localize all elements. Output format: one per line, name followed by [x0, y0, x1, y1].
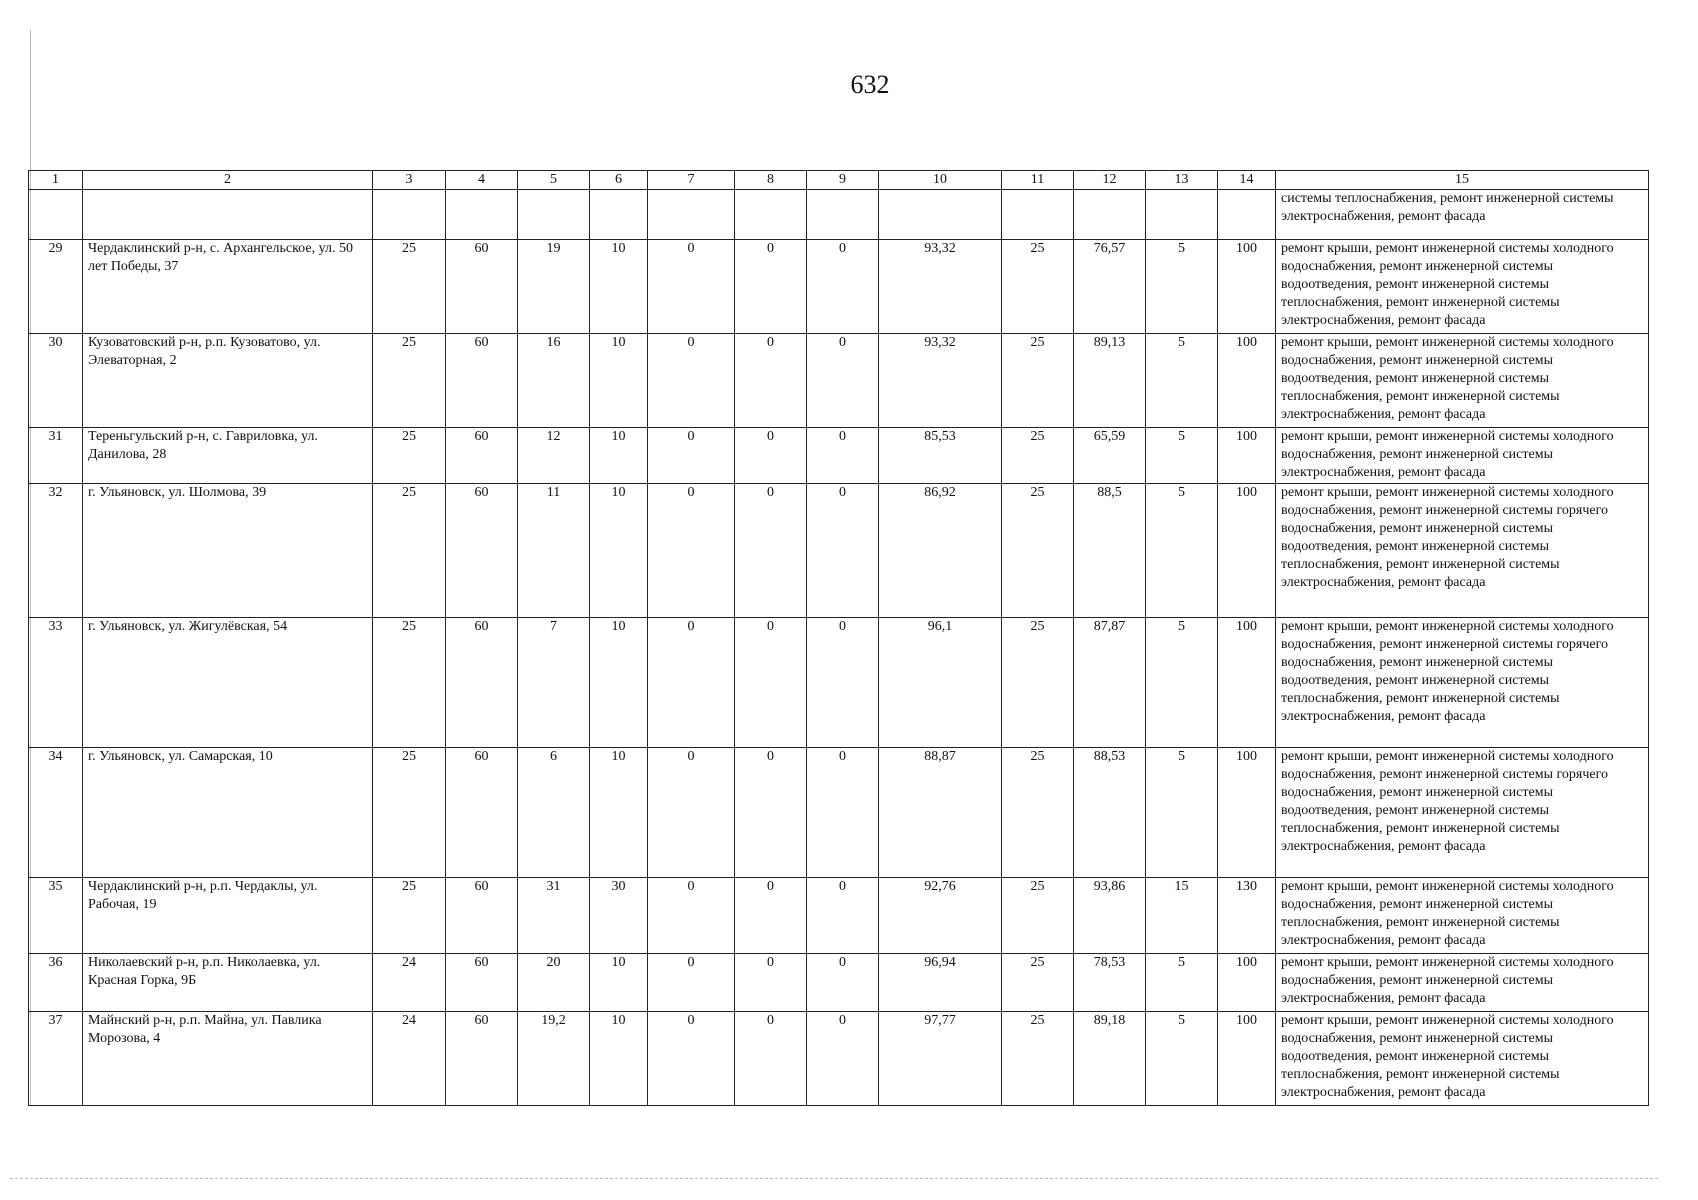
- value-cell: 10: [590, 428, 648, 484]
- column-header: 9: [807, 171, 879, 190]
- value-cell: 25: [373, 618, 446, 748]
- value-cell: 25: [373, 484, 446, 618]
- value-cell: 5: [1146, 334, 1218, 428]
- address-cell: г. Ульяновск, ул. Жигулёвская, 54: [83, 618, 373, 748]
- value-cell: 0: [735, 954, 807, 1012]
- value-cell: 5: [1146, 748, 1218, 878]
- value-cell: 96,94: [879, 954, 1002, 1012]
- value-cell: 0: [807, 428, 879, 484]
- value-cell: 5: [1146, 240, 1218, 334]
- works-cell: ремонт крыши, ремонт инженерной системы холодного водоснабжения, ремонт инженерной системы теплоснабжения, ремонт инженерной системы электроснабжения, ремонт фасада: [1276, 878, 1649, 954]
- address-cell: г. Ульяновск, ул. Шолмова, 39: [83, 484, 373, 618]
- works-cell: ремонт крыши, ремонт инженерной системы холодного водоснабжения, ремонт инженерной системы водоотведения, ремонт инженерной системы теплоснабжения, ремонт инженерной системы электроснабжения, ремонт фасада: [1276, 1012, 1649, 1106]
- column-header: 15: [1276, 171, 1649, 190]
- value-cell: 25: [1002, 878, 1074, 954]
- row-number: 33: [29, 618, 83, 748]
- value-cell: 25: [1002, 954, 1074, 1012]
- value-cell: 16: [518, 334, 590, 428]
- value-cell: 0: [807, 240, 879, 334]
- address-cell: Тереньгульский р-н, с. Гавриловка, ул. Данилова, 28: [83, 428, 373, 484]
- value-cell: 89,13: [1074, 334, 1146, 428]
- scan-artifact-line: [10, 1178, 1658, 1180]
- value-cell: 0: [735, 334, 807, 428]
- value-cell: 0: [648, 748, 735, 878]
- value-cell: 100: [1218, 618, 1276, 748]
- value-cell: 25: [1002, 484, 1074, 618]
- value-cell: 25: [373, 748, 446, 878]
- value-cell: 10: [590, 240, 648, 334]
- value-cell: 88,53: [1074, 748, 1146, 878]
- value-cell: 25: [373, 334, 446, 428]
- value-cell: 0: [807, 618, 879, 748]
- value-cell: 12: [518, 428, 590, 484]
- value-cell: 20: [518, 954, 590, 1012]
- value-cell: 100: [1218, 428, 1276, 484]
- value-cell: 0: [735, 240, 807, 334]
- value-cell: 5: [1146, 484, 1218, 618]
- value-cell: 0: [648, 484, 735, 618]
- value-cell: 88,87: [879, 748, 1002, 878]
- value-cell: 130: [1218, 878, 1276, 954]
- row-number: 32: [29, 484, 83, 618]
- value-cell: 0: [807, 484, 879, 618]
- continuation-row: [29, 190, 1649, 240]
- column-header: 2: [83, 171, 373, 190]
- row-number: 29: [29, 240, 83, 334]
- value-cell: 0: [648, 954, 735, 1012]
- value-cell: 5: [1146, 428, 1218, 484]
- table-row: [29, 428, 1649, 484]
- works-cell: ремонт крыши, ремонт инженерной системы холодного водоснабжения, ремонт инженерной системы горячего водоснабжения, ремонт инженерной системы водоотведения, ремонт инженерной системы теплоснабжения, ремонт инженерной системы электроснабжения, ремонт фасада: [1276, 484, 1649, 618]
- value-cell: 10: [590, 954, 648, 1012]
- value-cell: 60: [446, 240, 518, 334]
- value-cell: 24: [373, 954, 446, 1012]
- value-cell: 100: [1218, 240, 1276, 334]
- value-cell: 19,2: [518, 1012, 590, 1106]
- value-cell: 0: [807, 1012, 879, 1106]
- row-number: 37: [29, 1012, 83, 1106]
- value-cell: 0: [648, 240, 735, 334]
- value-cell: 60: [446, 878, 518, 954]
- table-row: [29, 334, 1649, 428]
- column-header: 5: [518, 171, 590, 190]
- table-row: [29, 748, 1649, 878]
- column-header: 12: [1074, 171, 1146, 190]
- value-cell: 25: [1002, 240, 1074, 334]
- value-cell: 87,87: [1074, 618, 1146, 748]
- value-cell: 0: [648, 618, 735, 748]
- value-cell: 65,59: [1074, 428, 1146, 484]
- value-cell: 31: [518, 878, 590, 954]
- value-cell: 76,57: [1074, 240, 1146, 334]
- value-cell: 5: [1146, 618, 1218, 748]
- value-cell: 60: [446, 748, 518, 878]
- value-cell: 19: [518, 240, 590, 334]
- value-cell: 0: [807, 748, 879, 878]
- row-number: 30: [29, 334, 83, 428]
- works-cell: ремонт крыши, ремонт инженерной системы холодного водоснабжения, ремонт инженерной системы электроснабжения, ремонт фасада: [1276, 954, 1649, 1012]
- column-header: 10: [879, 171, 1002, 190]
- value-cell: 0: [735, 878, 807, 954]
- table-row: [29, 240, 1649, 334]
- column-number-row: [29, 171, 1649, 190]
- value-cell: 0: [735, 1012, 807, 1106]
- works-cell: ремонт крыши, ремонт инженерной системы холодного водоснабжения, ремонт инженерной системы горячего водоснабжения, ремонт инженерной системы водоотведения, ремонт инженерной системы теплоснабжения, ремонт инженерной системы электроснабжения, ремонт фасада: [1276, 618, 1649, 748]
- value-cell: 60: [446, 1012, 518, 1106]
- value-cell: 100: [1218, 1012, 1276, 1106]
- value-cell: 6: [518, 748, 590, 878]
- value-cell: 60: [446, 334, 518, 428]
- value-cell: 10: [590, 1012, 648, 1106]
- value-cell: 0: [648, 428, 735, 484]
- value-cell: 78,53: [1074, 954, 1146, 1012]
- value-cell: 0: [735, 618, 807, 748]
- column-header: 7: [648, 171, 735, 190]
- value-cell: 60: [446, 428, 518, 484]
- value-cell: 60: [446, 954, 518, 1012]
- value-cell: 93,32: [879, 334, 1002, 428]
- value-cell: 10: [590, 748, 648, 878]
- value-cell: 100: [1218, 954, 1276, 1012]
- address-cell: Кузоватовский р-н, р.п. Кузоватово, ул. Элеваторная, 2: [83, 334, 373, 428]
- row-number: 34: [29, 748, 83, 878]
- value-cell: 97,77: [879, 1012, 1002, 1106]
- value-cell: 85,53: [879, 428, 1002, 484]
- table-row: [29, 484, 1649, 618]
- value-cell: 25: [1002, 1012, 1074, 1106]
- value-cell: 0: [648, 334, 735, 428]
- row-number: 36: [29, 954, 83, 1012]
- column-header: 14: [1218, 171, 1276, 190]
- value-cell: 0: [735, 484, 807, 618]
- value-cell: 25: [373, 878, 446, 954]
- column-header: 13: [1146, 171, 1218, 190]
- value-cell: 25: [1002, 428, 1074, 484]
- column-header: 6: [590, 171, 648, 190]
- table-row: [29, 618, 1649, 748]
- value-cell: 93,86: [1074, 878, 1146, 954]
- value-cell: 60: [446, 484, 518, 618]
- value-cell: 5: [1146, 1012, 1218, 1106]
- value-cell: 100: [1218, 484, 1276, 618]
- works-cell: ремонт крыши, ремонт инженерной системы холодного водоснабжения, ремонт инженерной системы водоотведения, ремонт инженерной системы теплоснабжения, ремонт инженерной системы электроснабжения, ремонт фасада: [1276, 240, 1649, 334]
- value-cell: 0: [807, 334, 879, 428]
- value-cell: 25: [1002, 748, 1074, 878]
- row-number: 35: [29, 878, 83, 954]
- value-cell: 10: [590, 334, 648, 428]
- value-cell: 0: [735, 428, 807, 484]
- address-cell: Николаевский р-н, р.п. Николаевка, ул. Красная Горка, 9Б: [83, 954, 373, 1012]
- value-cell: 100: [1218, 748, 1276, 878]
- value-cell: 10: [590, 618, 648, 748]
- value-cell: 86,92: [879, 484, 1002, 618]
- table-row: [29, 1012, 1649, 1106]
- value-cell: 92,76: [879, 878, 1002, 954]
- value-cell: 24: [373, 1012, 446, 1106]
- value-cell: 25: [373, 428, 446, 484]
- repair-register-table: [28, 170, 1649, 1106]
- value-cell: 0: [648, 878, 735, 954]
- value-cell: 0: [807, 954, 879, 1012]
- value-cell: 11: [518, 484, 590, 618]
- value-cell: 0: [807, 878, 879, 954]
- value-cell: 60: [446, 618, 518, 748]
- value-cell: 25: [373, 240, 446, 334]
- value-cell: 100: [1218, 334, 1276, 428]
- address-cell: Майнский р-н, р.п. Майна, ул. Павлика Морозова, 4: [83, 1012, 373, 1106]
- value-cell: 88,5: [1074, 484, 1146, 618]
- works-cell: ремонт крыши, ремонт инженерной системы холодного водоснабжения, ремонт инженерной системы водоотведения, ремонт инженерной системы теплоснабжения, ремонт инженерной системы электроснабжения, ремонт фасада: [1276, 334, 1649, 428]
- column-header: 3: [373, 171, 446, 190]
- table-row: [29, 954, 1649, 1012]
- value-cell: 96,1: [879, 618, 1002, 748]
- address-cell: Чердаклинский р-н, р.п. Чердаклы, ул. Рабочая, 19: [83, 878, 373, 954]
- row-number: 31: [29, 428, 83, 484]
- page-number: 632: [850, 70, 890, 99]
- value-cell: 0: [735, 748, 807, 878]
- value-cell: 93,32: [879, 240, 1002, 334]
- column-header: 8: [735, 171, 807, 190]
- value-cell: 7: [518, 618, 590, 748]
- value-cell: 5: [1146, 954, 1218, 1012]
- value-cell: 89,18: [1074, 1012, 1146, 1106]
- works-cell: ремонт крыши, ремонт инженерной системы холодного водоснабжения, ремонт инженерной системы горячего водоснабжения, ремонт инженерной системы водоотведения, ремонт инженерной системы теплоснабжения, ремонт инженерной системы электроснабжения, ремонт фасада: [1276, 748, 1649, 878]
- value-cell: 25: [1002, 618, 1074, 748]
- column-header: 4: [446, 171, 518, 190]
- column-header: 11: [1002, 171, 1074, 190]
- value-cell: 25: [1002, 334, 1074, 428]
- address-cell: г. Ульяновск, ул. Самарская, 10: [83, 748, 373, 878]
- address-cell: Чердаклинский р-н, с. Архангельское, ул. 50 лет Победы, 37: [83, 240, 373, 334]
- column-header: 1: [29, 171, 83, 190]
- works-cell: системы теплоснабжения, ремонт инженерной системы электроснабжения, ремонт фасада: [1276, 190, 1649, 240]
- value-cell: 10: [590, 484, 648, 618]
- value-cell: 15: [1146, 878, 1218, 954]
- value-cell: 30: [590, 878, 648, 954]
- value-cell: 0: [648, 1012, 735, 1106]
- works-cell: ремонт крыши, ремонт инженерной системы холодного водоснабжения, ремонт инженерной системы электроснабжения, ремонт фасада: [1276, 428, 1649, 484]
- table-row: [29, 878, 1649, 954]
